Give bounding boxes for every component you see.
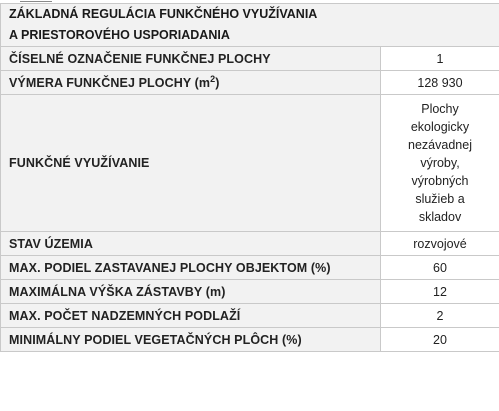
table-row <box>1 232 499 256</box>
row-label: MINIMÁLNY PODIEL VEGETAČNÝCH PLÔCH (%) <box>1 328 381 352</box>
table-row <box>1 71 499 95</box>
value-line: výroby, <box>420 156 460 170</box>
table-row <box>1 47 499 71</box>
row-label-main: VÝMERA FUNKČNEJ PLOCHY (m <box>9 76 211 91</box>
table-row <box>1 304 499 328</box>
value-line: výrobných <box>411 174 469 188</box>
row-label: ČÍSELNÉ OZNAČENIE FUNKČNEJ PLOCHY <box>1 47 381 71</box>
row-label: STAV ÚZEMIA <box>1 232 381 256</box>
row-value: rozvojové <box>381 232 499 256</box>
row-value: 12 <box>381 280 499 304</box>
row-label: MAX. POČET NADZEMNÝCH PODLAŽÍ <box>1 304 381 328</box>
row-label-end: ) <box>215 76 220 91</box>
row-label: MAXIMÁLNA VÝŠKA ZÁSTAVBY (m) <box>1 280 381 304</box>
row-value: 20 <box>381 328 499 352</box>
table-row <box>1 256 499 280</box>
regulation-table <box>0 3 499 352</box>
row-value <box>381 95 499 232</box>
table-header-row <box>1 4 499 47</box>
row-value: 2 <box>381 304 499 328</box>
underline-fragment <box>20 1 52 2</box>
table-row <box>1 95 499 232</box>
table-title <box>1 4 499 47</box>
value-line: ekologicky <box>410 120 470 134</box>
value-line: nezávadnej <box>408 138 472 152</box>
row-label: MAX. PODIEL ZASTAVANEJ PLOCHY OBJEKTOM (%) <box>1 256 381 280</box>
value-line: Plochy <box>421 102 459 116</box>
table-row <box>1 328 499 352</box>
row-value: 1 <box>381 47 499 71</box>
row-label: FUNKČNÉ VYUŽÍVANIE <box>1 95 381 232</box>
row-label-superscript: 2 <box>210 74 216 85</box>
row-value: 128 930 <box>381 71 499 95</box>
value-line: služieb a <box>415 192 465 206</box>
table-row <box>1 280 499 304</box>
row-value: 60 <box>381 256 499 280</box>
value-line: skladov <box>418 210 462 224</box>
row-label <box>1 71 381 95</box>
table-title-line1: ZÁKLADNÁ REGULÁCIA FUNKČNÉHO VYUŽÍVANIA <box>9 7 318 21</box>
table-title-line2: A PRIESTOROVÉHO USPORIADANIA <box>9 28 230 42</box>
